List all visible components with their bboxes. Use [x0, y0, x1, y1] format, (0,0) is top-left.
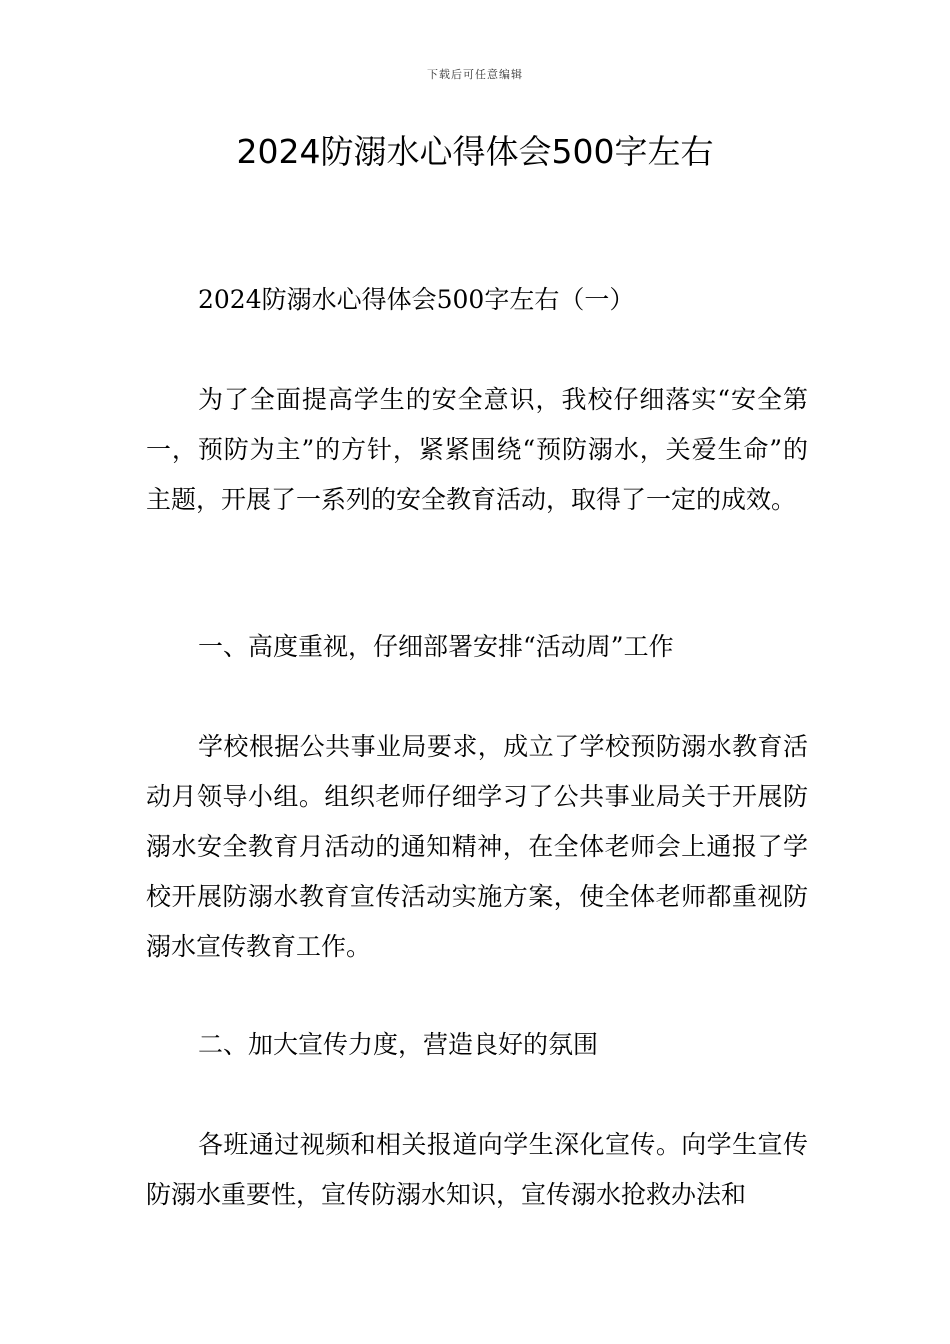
paragraph-section-2: 各班通过视频和相关报道向学生深化宣传。向学生宣传防溺水重要性，宣传防溺水知识，宣传溺水抢救办法和	[146, 1130, 808, 1209]
header-note: 下载后可任意编辑	[427, 68, 523, 81]
document-title: 2024防溺水心得体会500字左右	[236, 132, 714, 171]
paragraph-section-1: 学校根据公共事业局要求，成立了学校预防溺水教育活动月领导小组。组织老师仔细学习了公共事业局关于开展防溺水安全教育月活动的通知精神，在全体老师会上通报了学校开展防溺水教育宣传活动实施方案，使全体老师都重视防溺水宣传教育工作。	[146, 732, 808, 961]
section-heading-1: 一、高度重视，仔细部署安排“活动周”工作	[198, 632, 674, 661]
paragraph-intro: 为了全面提高学生的安全意识，我校仔细落实“安全第一，预防为主”的方针，紧紧围绕“预防溺水，关爱生命”的主题，开展了一系列的安全教育活动，取得了一定的成效。	[146, 385, 808, 514]
section-heading-2: 二、加大宣传力度，营造良好的氛围	[198, 1030, 599, 1059]
document-subtitle: 2024防溺水心得体会500字左右（一）	[198, 285, 635, 314]
